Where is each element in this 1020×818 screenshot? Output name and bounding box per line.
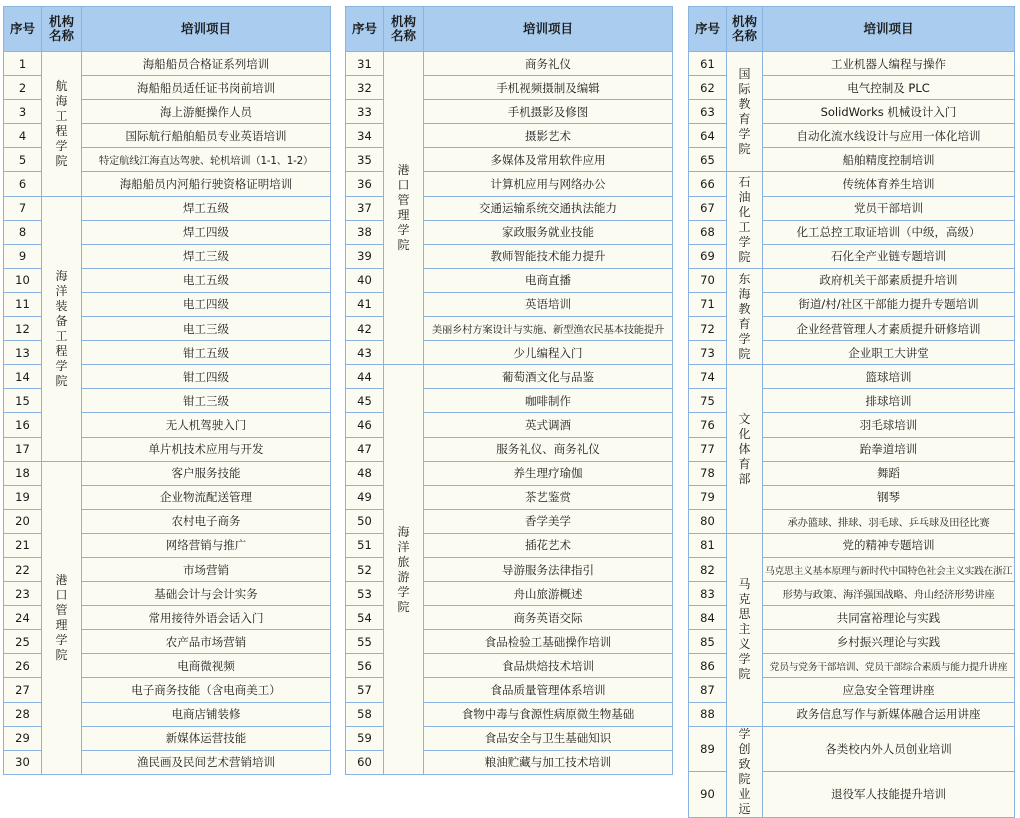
training-project: 电子商务技能（含电商美工）	[82, 678, 331, 702]
training-project: 手机视频摄制及编辑	[424, 76, 673, 100]
training-project: 共同富裕理论与实践	[763, 606, 1015, 630]
training-project: 电工三级	[82, 317, 331, 341]
training-project: 英语培训	[424, 292, 673, 316]
row-number: 84	[689, 606, 727, 630]
department-cell	[42, 52, 82, 197]
row-number: 52	[346, 557, 384, 581]
training-project: 渔民画及民间艺术营销培训	[82, 750, 331, 774]
department-name: 海洋旅游学院	[397, 524, 410, 614]
table-row	[689, 726, 1015, 772]
training-project: 美丽乡村方案设计与实施、新型渔农民基本技能提升	[424, 317, 673, 341]
training-project: 承办篮球、排球、羽毛球、乒乓球及田径比赛	[763, 509, 1015, 533]
row-number: 34	[346, 124, 384, 148]
row-number: 12	[4, 317, 42, 341]
department-name: 东海教育学院	[738, 271, 751, 361]
row-number: 46	[346, 413, 384, 437]
department-name: 国际教育学院	[738, 66, 751, 156]
department-cell	[727, 172, 763, 268]
training-project: 海船船员内河船行驶资格证明培训	[82, 172, 331, 196]
row-number: 59	[346, 726, 384, 750]
training-project: 传统体育养生培训	[763, 172, 1015, 196]
row-number: 81	[689, 533, 727, 557]
row-number: 32	[346, 76, 384, 100]
row-number: 47	[346, 437, 384, 461]
row-number: 37	[346, 196, 384, 220]
training-project: 应急安全管理讲座	[763, 678, 1015, 702]
training-project: 基础会计与会计实务	[82, 582, 331, 606]
row-number: 9	[4, 244, 42, 268]
training-project: 咖啡制作	[424, 389, 673, 413]
department-cell	[727, 726, 763, 817]
table-left	[3, 6, 331, 775]
row-number: 90	[689, 772, 727, 818]
training-project: 单片机技术应用与开发	[82, 437, 331, 461]
training-project: 少儿编程入门	[424, 341, 673, 365]
training-project: 马克思主义基本原理与新时代中国特色社会主义实践在浙江	[763, 557, 1015, 581]
training-project: 排球培训	[763, 389, 1015, 413]
training-project: 焊工四级	[82, 220, 331, 244]
row-number: 6	[4, 172, 42, 196]
department-name: 文化体育部	[738, 411, 751, 486]
training-project: 企业职工大讲堂	[763, 341, 1015, 365]
department-name: 马克思主义学院	[738, 577, 751, 682]
training-project: 乡村振兴理论与实践	[763, 630, 1015, 654]
training-project: 政务信息写作与新媒体融合运用讲座	[763, 702, 1015, 726]
training-project: 党员与党务干部培训、党员干部综合素质与能力提升讲座	[763, 654, 1015, 678]
row-number: 40	[346, 268, 384, 292]
row-number: 70	[689, 268, 727, 292]
row-number: 41	[346, 292, 384, 316]
row-number: 75	[689, 389, 727, 413]
training-project: 党员干部培训	[763, 196, 1015, 220]
training-project: SolidWorks 机械设计入门	[763, 100, 1015, 124]
department-cell	[727, 268, 763, 364]
training-project: 手机摄影及修图	[424, 100, 673, 124]
training-project: 海船船员合格证系列培训	[82, 52, 331, 76]
training-project: 葡萄酒文化与品鉴	[424, 365, 673, 389]
training-project: 养生理疗瑜伽	[424, 461, 673, 485]
table-middle	[345, 6, 673, 775]
row-number: 45	[346, 389, 384, 413]
department-cell	[727, 533, 763, 726]
row-number: 36	[346, 172, 384, 196]
row-number: 22	[4, 557, 42, 581]
row-number: 63	[689, 100, 727, 124]
training-project: 退役军人技能提升培训	[763, 772, 1015, 818]
department-cell	[727, 365, 763, 534]
training-project: 食品质量管理体系培训	[424, 678, 673, 702]
row-number: 29	[4, 726, 42, 750]
training-project: 英式调酒	[424, 413, 673, 437]
training-project: 篮球培训	[763, 365, 1015, 389]
row-number: 82	[689, 557, 727, 581]
row-number: 61	[689, 52, 727, 76]
row-number: 13	[4, 341, 42, 365]
row-number: 55	[346, 630, 384, 654]
row-number: 85	[689, 630, 727, 654]
training-project: 交通运输系统交通执法能力	[424, 196, 673, 220]
department-name: 海洋装备工程学院	[55, 268, 68, 388]
training-project: 海船船员适任证书岗前培训	[82, 76, 331, 100]
row-number: 4	[4, 124, 42, 148]
training-project: 舟山旅游概述	[424, 582, 673, 606]
header-org	[384, 7, 424, 52]
row-number: 83	[689, 582, 727, 606]
row-number: 80	[689, 509, 727, 533]
training-project: 常用接待外语会话入门	[82, 606, 331, 630]
training-project: 食品检验工基础操作培训	[424, 630, 673, 654]
training-project: 食物中毒与食源性病原微生物基础	[424, 702, 673, 726]
department-cell	[384, 365, 424, 775]
row-number: 78	[689, 461, 727, 485]
row-number: 38	[346, 220, 384, 244]
row-number: 7	[4, 196, 42, 220]
training-project: 党的精神专题培训	[763, 533, 1015, 557]
training-project: 电气控制及 PLC	[763, 76, 1015, 100]
row-number: 3	[4, 100, 42, 124]
training-project: 商务英语交际	[424, 606, 673, 630]
header-org-label: 机构名称	[48, 14, 74, 43]
row-number: 19	[4, 485, 42, 509]
row-number: 26	[4, 654, 42, 678]
training-project: 钳工三级	[82, 389, 331, 413]
training-project: 特定航线江海直达驾驶、轮机培训（1-1、1-2）	[82, 148, 331, 172]
training-project: 电商直播	[424, 268, 673, 292]
header-org-label: 机构名称	[731, 14, 757, 43]
training-project: 焊工五级	[82, 196, 331, 220]
row-number: 24	[4, 606, 42, 630]
table-row	[689, 268, 1015, 292]
header-project: 培训项目	[424, 7, 673, 52]
row-number: 53	[346, 582, 384, 606]
training-project: 食品安全与卫生基础知识	[424, 726, 673, 750]
training-project: 自动化流水线设计与应用一体化培训	[763, 124, 1015, 148]
training-project: 国际航行船舶船员专业英语培训	[82, 124, 331, 148]
training-project: 家政服务就业技能	[424, 220, 673, 244]
training-project: 化工总控工取证培训（中级，高级）	[763, 220, 1015, 244]
training-project: 农村电子商务	[82, 509, 331, 533]
row-number: 87	[689, 678, 727, 702]
row-number: 65	[689, 148, 727, 172]
table-row	[689, 172, 1015, 196]
training-project: 电工四级	[82, 292, 331, 316]
header-row	[689, 7, 1015, 52]
row-number: 33	[346, 100, 384, 124]
training-project: 客户服务技能	[82, 461, 331, 485]
header-org-label: 机构名称	[390, 14, 416, 43]
training-project: 政府机关干部素质提升培训	[763, 268, 1015, 292]
training-project: 粮油贮藏与加工技术培训	[424, 750, 673, 774]
row-number: 1	[4, 52, 42, 76]
department-cell	[42, 461, 82, 774]
training-project: 船舶精度控制培训	[763, 148, 1015, 172]
department-name: 航海工程学院	[55, 78, 68, 168]
table-row	[4, 461, 331, 485]
training-project: 市场营销	[82, 557, 331, 581]
row-number: 39	[346, 244, 384, 268]
training-project: 新媒体运营技能	[82, 726, 331, 750]
department-cell	[42, 196, 82, 461]
row-number: 56	[346, 654, 384, 678]
row-number: 67	[689, 196, 727, 220]
row-number: 43	[346, 341, 384, 365]
row-number: 42	[346, 317, 384, 341]
training-project: 无人机驾驶入门	[82, 413, 331, 437]
training-project: 石化全产业链专题培训	[763, 244, 1015, 268]
row-number: 28	[4, 702, 42, 726]
row-number: 68	[689, 220, 727, 244]
training-project: 食品烘焙技术培训	[424, 654, 673, 678]
row-number: 48	[346, 461, 384, 485]
department-name: 学创致院业远	[738, 726, 751, 816]
header-project: 培训项目	[763, 7, 1015, 52]
row-number: 79	[689, 485, 727, 509]
training-project: 舞蹈	[763, 461, 1015, 485]
table-row	[346, 52, 673, 76]
row-number: 8	[4, 220, 42, 244]
row-number: 15	[4, 389, 42, 413]
row-number: 11	[4, 292, 42, 316]
row-number: 72	[689, 317, 727, 341]
training-project: 多媒体及常用软件应用	[424, 148, 673, 172]
training-project: 香学美学	[424, 509, 673, 533]
training-project: 商务礼仪	[424, 52, 673, 76]
header-no: 序号	[689, 7, 727, 52]
row-number: 30	[4, 750, 42, 774]
training-project: 企业经营管理人才素质提升研修培训	[763, 317, 1015, 341]
row-number: 62	[689, 76, 727, 100]
training-project: 跆拳道培训	[763, 437, 1015, 461]
training-project: 服务礼仪、商务礼仪	[424, 437, 673, 461]
table-row	[689, 365, 1015, 389]
training-project: 电工五级	[82, 268, 331, 292]
table-right	[688, 6, 1015, 818]
row-number: 14	[4, 365, 42, 389]
row-number: 76	[689, 413, 727, 437]
row-number: 88	[689, 702, 727, 726]
header-project: 培训项目	[82, 7, 331, 52]
row-number: 57	[346, 678, 384, 702]
row-number: 21	[4, 533, 42, 557]
table-row	[689, 52, 1015, 76]
header-no: 序号	[346, 7, 384, 52]
training-project: 企业物流配送管理	[82, 485, 331, 509]
department-cell	[727, 52, 763, 172]
training-project: 计算机应用与网络办公	[424, 172, 673, 196]
row-number: 17	[4, 437, 42, 461]
row-number: 89	[689, 726, 727, 772]
row-number: 54	[346, 606, 384, 630]
header-org	[42, 7, 82, 52]
training-project: 导游服务法律指引	[424, 557, 673, 581]
row-number: 27	[4, 678, 42, 702]
training-project: 钳工五级	[82, 341, 331, 365]
row-number: 5	[4, 148, 42, 172]
row-number: 58	[346, 702, 384, 726]
training-project: 教师智能技术能力提升	[424, 244, 673, 268]
header-org	[727, 7, 763, 52]
training-project: 工业机器人编程与操作	[763, 52, 1015, 76]
row-number: 16	[4, 413, 42, 437]
row-number: 2	[4, 76, 42, 100]
row-number: 25	[4, 630, 42, 654]
row-number: 71	[689, 292, 727, 316]
department-name: 港口管理学院	[55, 572, 68, 662]
training-project: 钳工四级	[82, 365, 331, 389]
department-name: 石油化工学院	[738, 175, 751, 265]
row-number: 23	[4, 582, 42, 606]
row-number: 86	[689, 654, 727, 678]
table-row	[689, 533, 1015, 557]
training-project: 农产品市场营销	[82, 630, 331, 654]
training-project: 羽毛球培训	[763, 413, 1015, 437]
training-project: 形势与政策、海洋强国战略、舟山经济形势讲座	[763, 582, 1015, 606]
row-number: 44	[346, 365, 384, 389]
training-project: 摄影艺术	[424, 124, 673, 148]
training-project: 海上游艇操作人员	[82, 100, 331, 124]
department-name: 港口管理学院	[397, 163, 410, 253]
row-number: 51	[346, 533, 384, 557]
row-number: 66	[689, 172, 727, 196]
row-number: 64	[689, 124, 727, 148]
row-number: 35	[346, 148, 384, 172]
row-number: 77	[689, 437, 727, 461]
training-project: 钢琴	[763, 485, 1015, 509]
header-no: 序号	[4, 7, 42, 52]
row-number: 31	[346, 52, 384, 76]
row-number: 18	[4, 461, 42, 485]
training-project: 电商微视频	[82, 654, 331, 678]
training-project: 街道/村/社区干部能力提升专题培训	[763, 292, 1015, 316]
table-row	[4, 52, 331, 76]
training-project: 各类校内外人员创业培训	[763, 726, 1015, 772]
row-number: 10	[4, 268, 42, 292]
row-number: 49	[346, 485, 384, 509]
header-row	[346, 7, 673, 52]
row-number: 69	[689, 244, 727, 268]
table-row	[4, 196, 331, 220]
training-project: 焊工三级	[82, 244, 331, 268]
row-number: 50	[346, 509, 384, 533]
header-row	[4, 7, 331, 52]
department-cell	[384, 52, 424, 365]
training-project: 电商店铺装修	[82, 702, 331, 726]
row-number: 20	[4, 509, 42, 533]
training-project: 茶艺鉴赏	[424, 485, 673, 509]
training-project: 网络营销与推广	[82, 533, 331, 557]
row-number: 74	[689, 365, 727, 389]
table-row	[346, 365, 673, 389]
training-project: 插花艺术	[424, 533, 673, 557]
row-number: 60	[346, 750, 384, 774]
row-number: 73	[689, 341, 727, 365]
